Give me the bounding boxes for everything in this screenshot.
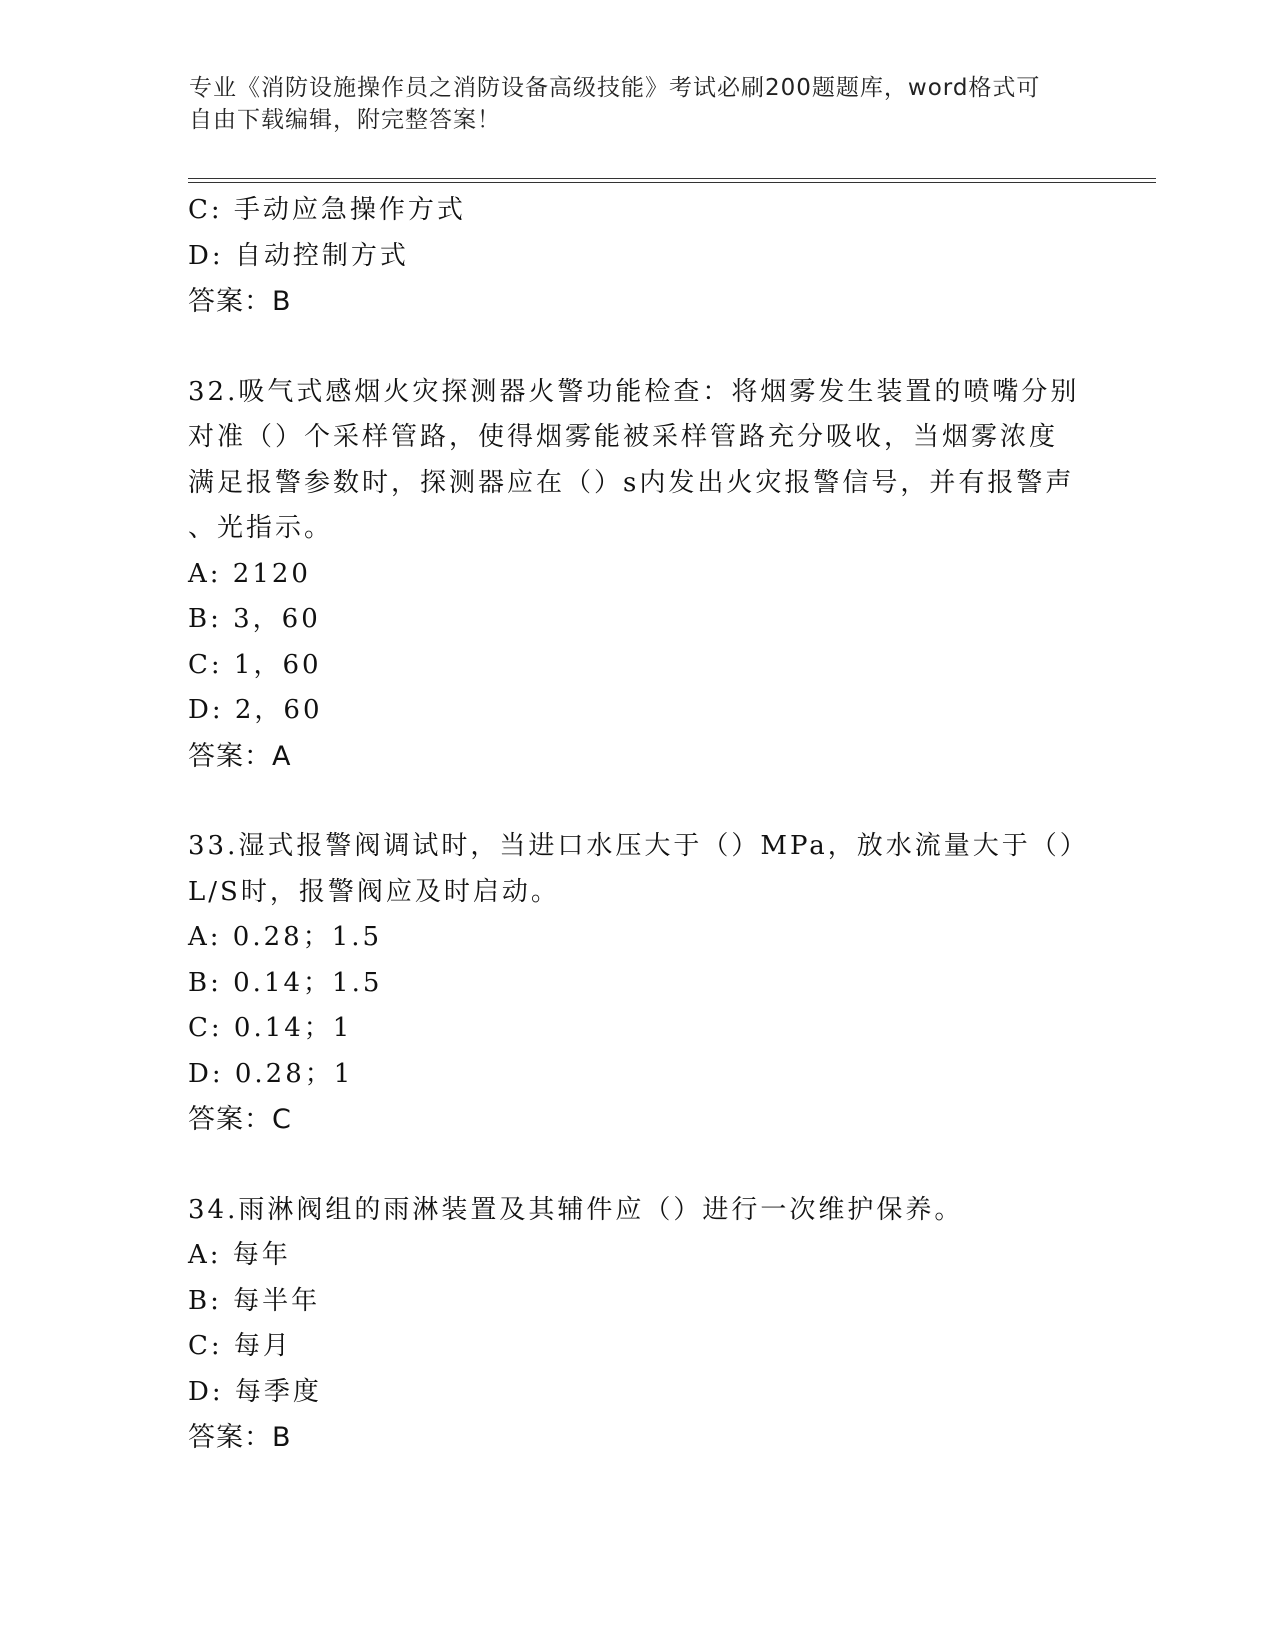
header-line-1: 专业《消防设施操作员之消防设备高级技能》考试必刷200题题库，word格式可 [189, 75, 1041, 101]
document-header [189, 72, 1069, 136]
option-d: D: 每季度 [188, 1376, 322, 1407]
question-text-line: 32.吸气式感烟火灾探测器火警功能检查：将烟雾发生装置的喷嘴分别 [188, 376, 1080, 407]
answer: 答案：B [188, 1422, 292, 1453]
option-c: C: 1，60 [188, 649, 322, 680]
question-33 [188, 824, 1088, 1143]
question-text-line: 满足报警参数时，探测器应在（）s内发出火灾报警信号，并有报警声 [188, 467, 1075, 498]
option-b: B: 3，60 [188, 604, 321, 634]
question-text-line: L/S时，报警阀应及时启动。 [188, 876, 560, 907]
question-text-line: 34.雨淋阀组的雨淋装置及其辅件应（）进行一次维护保养。 [188, 1194, 964, 1225]
answer: 答案：C [188, 1104, 292, 1135]
option-a: A: 2120 [188, 558, 311, 589]
question-text-line: 对准（）个采样管路，使得烟雾能被采样管路充分吸收，当烟雾浓度 [188, 422, 1059, 452]
question-34 [188, 1188, 1088, 1461]
answer: 答案：B [188, 286, 292, 317]
option-a: A: 每年 [188, 1240, 291, 1270]
option-b: B: 0.14；1.5 [188, 967, 383, 998]
option-c: C: 0.14；1 [188, 1013, 353, 1043]
header-divider-top [188, 178, 1156, 179]
option-b: B: 每半年 [188, 1285, 321, 1316]
header-line-2: 自由下载编辑，附完整答案！ [189, 107, 501, 133]
question-list [188, 188, 1088, 1461]
option-d: D: 2，60 [188, 695, 323, 725]
question-text-line: 、光指示。 [188, 513, 334, 543]
header-divider-bottom [188, 182, 1156, 183]
question-31-fragment [188, 188, 1088, 325]
option-d: D: 自动控制方式 [188, 240, 409, 271]
question-text-line: 33.湿式报警阀调试时，当进口水压大于（）MPa，放水流量大于（） [188, 831, 1089, 861]
option-a: A: 0.28；1.5 [188, 922, 383, 952]
question-32 [188, 370, 1088, 780]
option-c: C: 每月 [188, 1331, 292, 1361]
answer: 答案：A [188, 740, 292, 772]
option-d: D: 0.28；1 [188, 1058, 354, 1089]
option-c: C: 手动应急操作方式 [188, 195, 466, 225]
